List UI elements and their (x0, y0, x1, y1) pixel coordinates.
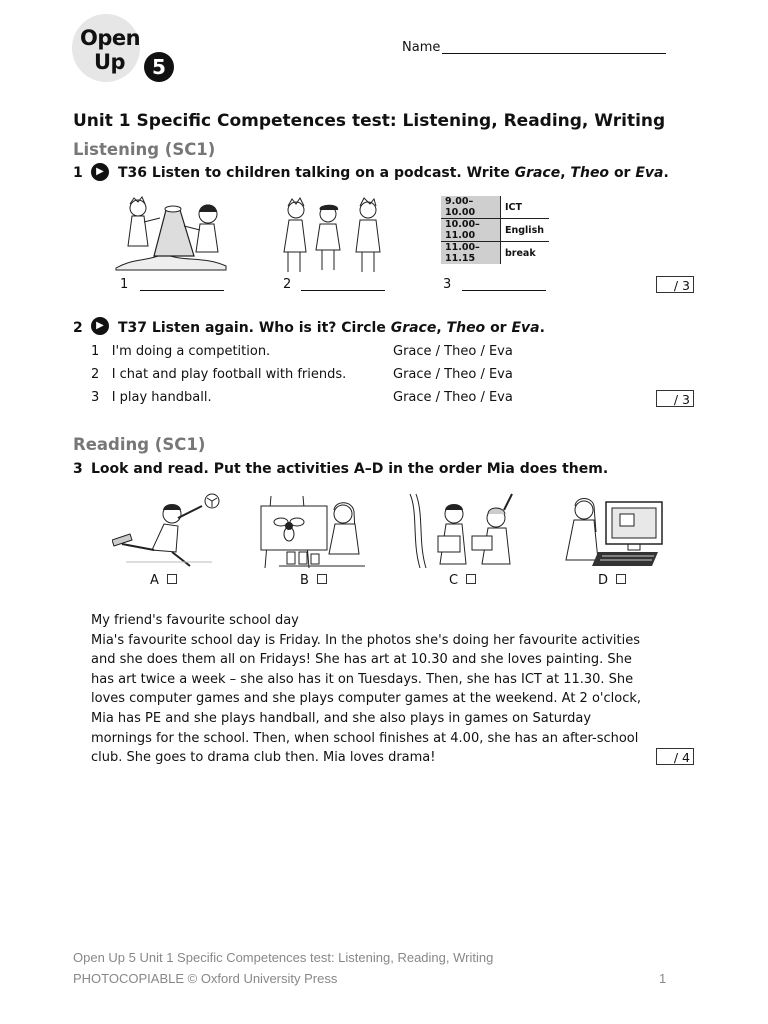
logo (72, 14, 182, 84)
logo-text-up: Up (94, 50, 126, 74)
question-3-text: Look and read. Put the activities A–D in the order Mia does them. (91, 461, 609, 477)
answer-blank-1[interactable] (140, 290, 224, 291)
timetable-time: 11.00–11.15 (441, 242, 501, 265)
score-box-q2[interactable]: / 3 (656, 390, 694, 407)
picture-computer (558, 492, 670, 570)
order-checkbox[interactable] (616, 574, 626, 584)
question-1-text: T36 Listen to children talking on a podcast. Write Grace, Theo or Eva. (118, 165, 669, 181)
item-number: 3 (91, 390, 100, 405)
picture-handball (112, 492, 222, 570)
picture-B-label: B (300, 573, 327, 588)
picture-children-chatting (276, 196, 392, 274)
picture-painting (259, 492, 369, 570)
timetable-subject: ICT (501, 196, 550, 219)
timetable-subject: break (505, 247, 536, 259)
order-checkbox[interactable] (317, 574, 327, 584)
choice-options[interactable]: Grace / Theo / Eva (393, 390, 513, 405)
question-2-text: T37 Listen again. Who is it? Circle Grace, Theo or Eva. (118, 320, 545, 336)
question-2-item (91, 344, 270, 359)
score-box-q3[interactable]: / 4 (656, 748, 694, 765)
timetable (441, 196, 549, 264)
timetable-row (441, 196, 549, 219)
item-text: I'm doing a competition. (111, 344, 271, 359)
question-2-number: 2 (73, 320, 83, 336)
name-field-line[interactable] (442, 53, 666, 54)
logo-text-open: Open (80, 26, 141, 50)
question-1-number: 1 (73, 165, 83, 181)
page-number: 1 (659, 971, 667, 986)
logo-number: 5 (144, 52, 174, 82)
page-title: Unit 1 Specific Competences test: Listening, Reading, Writing (73, 111, 666, 131)
timetable-row (441, 219, 549, 242)
order-checkbox[interactable] (466, 574, 476, 584)
question-2-item (91, 367, 346, 382)
picture-drama (408, 492, 518, 570)
score-box-q1[interactable]: / 3 (656, 276, 694, 293)
footer-title: Open Up 5 Unit 1 Specific Competences test: Listening, Reading, Writing (73, 950, 494, 965)
question-2-item (91, 390, 212, 405)
listening-heading: Listening (SC1) (73, 140, 216, 159)
name-label: Name (402, 40, 441, 55)
footer-copyright: PHOTOCOPIABLE © Oxford University Press (73, 971, 338, 986)
passage-body: Mia's favourite school day is Friday. In the photos she's doing her favourite activities and she does them all on Fridays! She has art at 10.30 and she loves painting. She has art twice a week – she also has it on Tuesdays. Then, she has ICT at 11.30. She loves computer games and she plays computer games at the weekend. At 2 o'clock, Mia has PE and she plays handball, and she also plays in games on Saturday mornings for the school. Then, when school finishes at 4.00, she has an after-school club. She goes to drama club then. Mia loves drama! (91, 632, 642, 766)
picture-2-label: 2 (283, 277, 292, 292)
choice-options[interactable]: Grace / Theo / Eva (393, 367, 513, 382)
reading-heading: Reading (SC1) (73, 435, 206, 454)
picture-3-label: 3 (443, 277, 452, 292)
item-text: I chat and play football with friends. (111, 367, 347, 382)
timetable-time: 10.00–11.00 (441, 219, 501, 242)
picture-1-label: 1 (120, 277, 129, 292)
question-3-number: 3 (73, 461, 83, 477)
item-number: 2 (91, 367, 100, 382)
audio-icon[interactable]: ▶ (91, 317, 109, 335)
timetable-subject: English (501, 219, 550, 242)
audio-icon[interactable]: ▶ (91, 163, 109, 181)
choice-options[interactable]: Grace / Theo / Eva (393, 344, 513, 359)
reading-passage (91, 611, 651, 768)
picture-volcano-model (114, 196, 230, 272)
timetable-row (441, 242, 549, 265)
picture-D-label: D (598, 573, 626, 588)
picture-A-label: A (150, 573, 177, 588)
picture-C-label: C (449, 573, 476, 588)
item-number: 1 (91, 344, 100, 359)
answer-blank-3[interactable] (462, 290, 546, 291)
passage-title: My friend's favourite school day (91, 613, 299, 628)
order-checkbox[interactable] (167, 574, 177, 584)
timetable-time: 9.00–10.00 (441, 196, 501, 219)
item-text: I play handball. (111, 390, 212, 405)
answer-blank-2[interactable] (301, 290, 385, 291)
